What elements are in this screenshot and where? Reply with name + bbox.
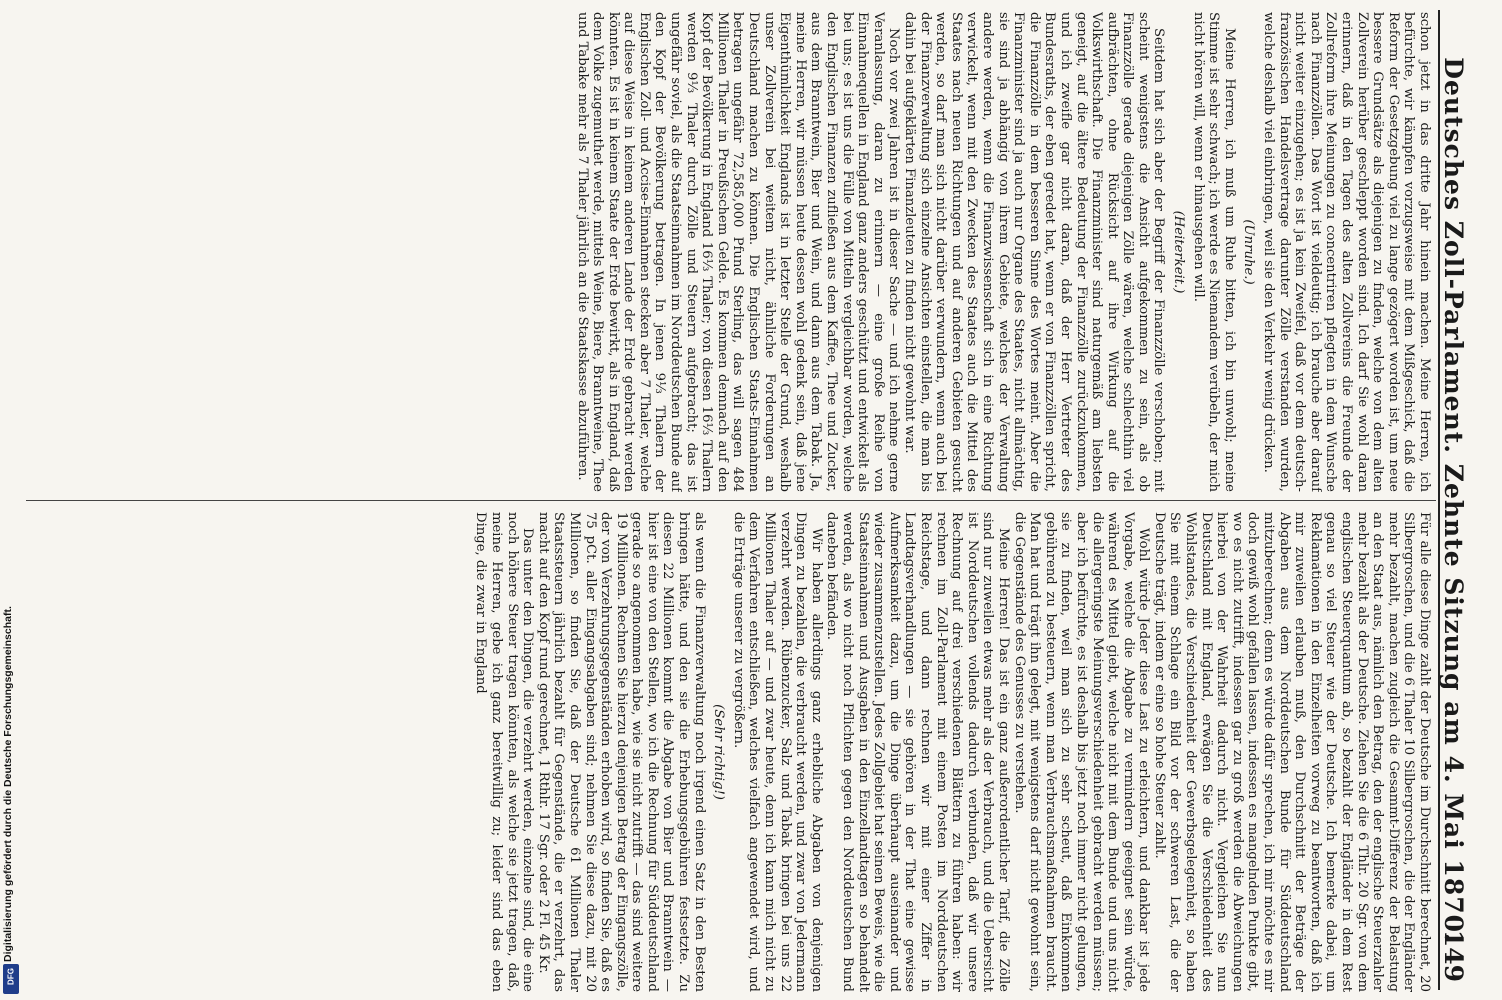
paragraph: Meine Herren, ich muß um Ruhe bitten, ich bin unwohl; meine Stimme ist sehr schwach; ich werde es Niemandem verübeln, der mich nicht hören will, wenn er hinausgehen will. [1190, 12, 1237, 492]
logo-text: DFG [6, 968, 16, 985]
dfg-logo-icon [3, 964, 19, 994]
paragraph: Noch vor zwei Jahren ist in dieser Sache — und ich nehme gerne Veranlassung, daran zu erinnern — eine große Reihe von Einnahmequellen in England ganz anders geschützt und entwickelt als bei uns; es ist uns die Fülle von Mitteln vergleichbar worden, welche den Englischen Finanzen zufließen aus dem Kaffee, Thee und Zucker, aus dem Branntwein, Bier und Wein, und dann aus dem Tabak. Ja, meine Herren, wir müssen heute dessen wohl gedenk sein, daß jene Eigenthümlichkeit Englands ist in letzter Stelle der Grund, weshalb unser Zollverein bei weitem nicht, ähnliche Forderungen an Deutschland machen zu können. Die Englischen Staats-Einnahmen betragen ungefähr 72,585,000 Pfund Sterling, das will sagen 484 Millionen Thaler in Preußischem Gelde. Es kommen demnach auf den Kopf der Bevölkerung in England 16⅓ Thaler; von diesen 16⅓ Thalern werden 9⅓ Thaler durch Zölle und Steuern aufgebracht; das ist ungefähr soviel, als die Staatseinnahmen im Norddeutschen Bunde auf den Kopf der Bevölkerung betragen. In jenen 9⅓ Thalern der Englischen Zoll- und Accise-Einnahmen stecken aber 7 Thaler, welche auf diese Weise in keinem anderen Lande der Erde gebracht werden könnten. Es ist in keinem Staate der Erde bewirkt, als in England, daß dem Volke zugemuthet werde, mittels Weine, Biere, Branntweine, Thee und Tabake mehr als 7 Thaler jährlich an die Staatskasse abzuführen. [574, 12, 902, 492]
paragraph: Wohl würde Jeder diese Last zu erleichtern, und dankbar ist jede Vorgabe, welche die Abgabe zu vermindern geeignet sein würde, während es Mittel giebt, welche nicht mit dem Bunde und uns nicht die allergeringste Meinungsverschiedenheit gebracht werden müssen; aber ich befürchte, es ist deshalb bis jetzt noch immer nicht gelungen, sie zu finden, weil man sich zu sehr scheut, daß Einkommen gebührend zu besteuern, wenn man Verbrauchsmaßnahmen braucht. Man hat und trägt ihn gelegt, mit wenigstens darf nicht gewohnt sein, die Gegenstände des Genusses zu verstehen. [1011, 512, 1152, 992]
remark-laughter: (Heiterkeit.) [1171, 210, 1187, 294]
running-title: Deutsches Zoll-Parlament. Zehnte Sitzung am 4. Mai 1870. [1439, 57, 1468, 943]
page-header [1436, 0, 1470, 1000]
paragraph: Seitdem hat sich aber der Begriff der Finanzzölle verschoben; mit scheint wenigstens die Ansicht aufgekommen zu sein, als ob Finanzzölle gerade diejenigen Zölle wären, welche schlechthin viel aufbrächten, ohne Rücksicht auf ihre Wirkung auf die Volkswirthschaft. Die Finanzminister sind naturgemäß am liebsten geneigt, auf die ältere Bedeutung der Finanzzölle zurückzukommen, und ich zweifle gar nicht daran, daß der Herr Vertreter des Bundesraths, der eben geredet hat, wenn er von Finanzzöllen spricht, die Finanzzölle in dem besseren Sinne des Wortes meint. Aber die Finanzminister sind ja auch nur Organe des Staates, nicht allmächtig, sie sind ja abhängig von ihrem Gebiete, welches der Verwaltung andere werden, wenn die Finanzwissenschaft sich in eine Richtung verwickelt, wenn mit den Zwecken des Staates auch die Mittel des Staates nach neuen Richtungen und auf anderen Gebieten gesucht werden, so darf man sich nicht darüber verwundern, wenn auch bei der Finanzverwaltung sich einzelne Ansichten einstellen, die man bis dahin bei aufgeklärten Finanzleuten zu finden nicht gewohnt war. [902, 12, 1167, 492]
paragraph: Meine Herren! Das ist ein ganz außerordentlicher Tarif, die Zölle sind nur zuweilen etwas mehr als der Verbrauch, und die Uebersicht ist Norddeutschen vollends dadurch verbunden, daß wir unsere Rechnung auf drei verschiedenen Blättern zu führen haben: wir rechnen im Zoll-Parlament mit einem Posten im Norddeutschen Reichstage, und dann rechnen wir mit einer Ziffer in Landtagsverhandlungen — sie gehören in der That eine gewisse Aufmerksamkeit dazu, um die Dinge überhaupt auseinander und wieder zusammenzustellen. Jedes Zollgebiet hat seinen Beweis, wie die Staatseinnahmen und Ausgaben in den Einzellandtagen so behandelt werden, als wo nicht noch Pflichten gegen den Norddeutschen Bund daneben befänden. [824, 512, 1011, 992]
column-divider [26, 500, 1436, 501]
paragraph: schon jetzt in das dritte Jahr hinein machen. Meine Herren, ich befürchte, wir kämpfen vorzugsweise mit dem Mißgeschick, daß die Reform der Gesetzgebung viel zu lange gezögert worden ist, um neue bessere Grundsätze als diejenigen zu finden, welche von dem alten Zollverein herüber geschleppt worden sind. Ich darf Sie wohl daran erinnern, daß in den Tagen des alten Zollvereins die Freunde der Zollreform ihre Meinungen zu concentriren pflegten in dem Wunsche nach Finanzzöllen. Das Wort ist vieldeutig; ich brauche aber darauf nicht weiter einzugehen; es ist ja kein Zweifel, daß vor dem deutsch-französischen Handelsvertrage darunter Zölle verstanden wurden, welche deshalb viel einbringen, weil sie den Verkehr wenig drücken. [1261, 12, 1432, 492]
remark-very-true: (Sehr richtig!) [711, 704, 727, 800]
right-column [32, 512, 1432, 992]
digitization-credit [0, 0, 24, 1000]
remark-unrest: (Unruhe.) [1241, 219, 1257, 285]
paragraph: Das unter den Dingen, die verzehrt werden, einzelne sind, die eine noch höhere Steuer tragen könnten, als welche sie jetzt tragen, daß, meine Herren, gebe ich ganz bereitwillig zu; leider sind das eben Dinge, die zwar in England [473, 512, 536, 992]
paragraph: Wir haben allerdings ganz erhebliche Abgaben von denjenigen Dingen zu bezahlen, die verbraucht werden, und zwar von Jedermann verzehrt werden. Rübenzucker, Salz und Tabak bringen bei uns 22 Millionen Thaler auf — und zwar heute, denn ich kann mich nicht zu dem Verfahren entschließen, welches vielfach angewendet wird, und die Erträge unserer zu vergrößern. [730, 512, 824, 992]
header-rule [1438, 10, 1440, 990]
paragraph: als wenn die Finanzverwaltung noch irgend einen Satz in den Besten bringen hätte, und den sie die Erhebungsgebühren festsetzte. Zu diesen 22 Millionen kommt die Abgabe von Bier und Branntwein — hier ist eine von den Stellen, wo ich die Rechnung für Süddeutschland gerade so angenommen habe, wie sie nicht zutrifft — das sind weitere 19 Millionen. Rechnen Sie hierzu denjenigen Betrag der Eingangszölle, der von Verzehrungsgegenständen erhoben wird, so finden Sie, daß es 75 pCt. aller Eingangsabgaben sind; nehmen Sie diese dazu, mit 20 Millionen, so finden Sie, daß der Deutsche 61 Millionen Thaler Staatssteuern jährlich bezahlt für Gegenstände, die er verzehrt, das macht auf den Kopf rund gerechnet, 1 Rthlr. 17 Sgr. oder 2 Fl. 45 Kr. [535, 512, 707, 992]
left-column [32, 12, 1432, 492]
credit-text: Digitalisierung gefördert durch die Deutsche Forschungsgemeinschaft. [2, 606, 14, 962]
paragraph: Für alle diese Dinge zahlt der Deutsche im Durchschnitt berechnet, 20 Silbergroschen, und die 6 Thaler 10 Silbergroschen, die der Engländer mehr bezahlt, machen zugleich die Gesammt-Differenz der Belastung an den Staat aus, nämlich den Betrag, den der englische Steuerzahler mehr bezahlt als der Deutsche. Ziehen Sie die 6 Thlr. 20 Sgr. von dem englischen Steuerquantum ab, so bezahlt der Engländer in dem Rest genau so viel Steuer wie der Deutsche. Ich bemerke dabei, um Reklamationen in den Einzelheiten vorweg zu beantworten, daß ich mir zuweilen erlauben muß, den Durchschnitt der Beträge der Abgaben aus dem Norddeutschen Bunde für Süddeutschland mitzuberechnen; denn es würde dafür sprechen, ich mir möchte es mir doch gewiß wohl gefallen lassen, indessen es mangelnden Punkte gibt, wo es nicht zutrifft, indessen gar zu groß werden die Abweichungen hierbei von der Wahrheit dadurch nicht. Vergleichen Sie nun Deutschland mit England, erwägen Sie die Verschiedenheit des Wohlstandes, die Verschiedenheit der Gewerbsgelegenheit, so haben Sie mit einem Schlage ein Bild vor der schweren Last, die der Deutsche trägt, indem er eine so hohe Steuer zahlt. [1151, 512, 1432, 992]
rotated-document-page [24, 0, 1476, 1000]
page-number: 149 [1439, 929, 1468, 982]
